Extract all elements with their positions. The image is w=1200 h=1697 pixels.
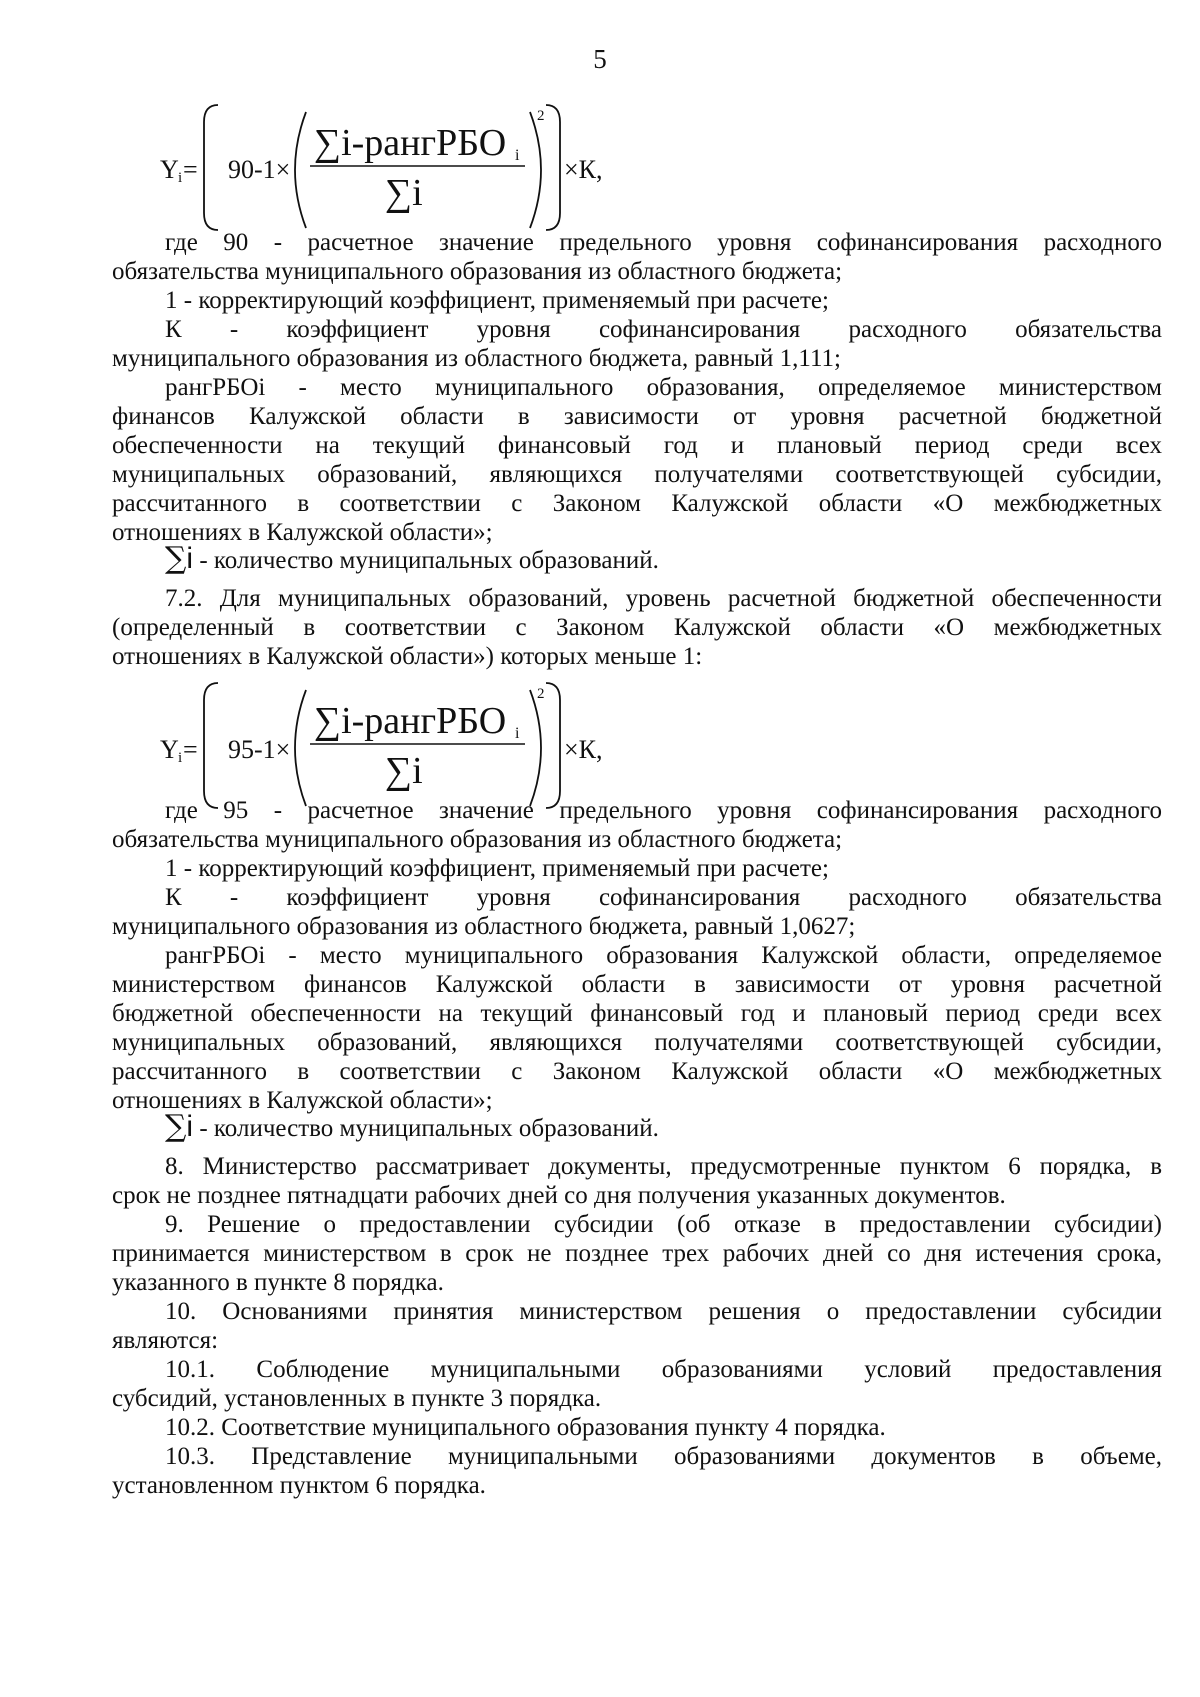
formula-denominator: ∑i bbox=[385, 750, 423, 792]
formula-equals: = bbox=[183, 735, 198, 764]
formula-numerator: ∑i-рангРБО bbox=[314, 700, 507, 742]
formula-head: 90-1× bbox=[228, 155, 291, 184]
text-line: где 95 - расчетное значение предельного уровня софинансирования расходного bbox=[165, 797, 1162, 824]
text-line: 10. Основаниями принятия министерством решения о предоставлении субсидии bbox=[165, 1298, 1162, 1325]
text-line: указанного в пункте 8 порядка. bbox=[112, 1269, 444, 1296]
sigma-symbol: ∑ bbox=[165, 1109, 187, 1144]
inner-right-paren bbox=[530, 112, 541, 228]
index-variable: i bbox=[186, 542, 194, 575]
sum-definition-text: - количество муниципальных образований. bbox=[193, 1115, 659, 1142]
text-line: К - коэффициент уровня софинансирования расходного обязательства bbox=[165, 316, 1162, 343]
sum-definition-2 bbox=[112, 1109, 1162, 1144]
text-line: являются: bbox=[112, 1327, 219, 1354]
outer-right-bracket bbox=[546, 105, 560, 230]
formula-lhs-subscript: i bbox=[178, 170, 183, 186]
formula-denominator: ∑i bbox=[385, 172, 423, 214]
text-line: обязательства муниципального образования из областного бюджета; bbox=[112, 826, 843, 853]
formula-lhs-subscript: i bbox=[178, 750, 183, 766]
outer-right-bracket bbox=[546, 683, 560, 808]
paragraph-block-3 bbox=[112, 796, 1162, 1115]
sum-definition-text: - количество муниципальных образований. bbox=[193, 547, 659, 574]
text-line: 7.2. Для муниципальных образований, уровень расчетной бюджетной обеспеченности bbox=[165, 585, 1162, 612]
text-line: отношениях в Калужской области»; bbox=[112, 519, 493, 546]
text-line: министерством финансов Калужской области в зависимости от уровня расчетной bbox=[112, 971, 1162, 998]
text-line: обязательства муниципального образования из областного бюджета; bbox=[112, 258, 843, 285]
text-line: рангРБОi - место муниципального образования Калужской области, определяемое bbox=[165, 942, 1162, 969]
text-line: отношениях в Калужской области»; bbox=[112, 1087, 493, 1114]
formula-head: 95-1× bbox=[228, 735, 291, 764]
index-variable: i bbox=[186, 1110, 194, 1143]
text-line: отношениях в Калужской области») которых меньше 1: bbox=[112, 643, 703, 670]
text-line: установленном пунктом 6 порядка. bbox=[112, 1472, 486, 1499]
text-line: принимается министерством в срок не позднее трех рабочих дней со дня истечения срока, bbox=[112, 1240, 1162, 1267]
text-line: рассчитанного в соответствии с Законом Калужской области «О межбюджетных bbox=[112, 490, 1162, 517]
text-line: муниципальных образований, являющихся получателями соответствующей субсидии, bbox=[112, 1029, 1162, 1056]
formula-tail: ×К, bbox=[564, 735, 603, 764]
text-line: 9. Решение о предоставлении субсидии (об отказе в предоставлении субсидии) bbox=[165, 1211, 1162, 1238]
paragraph-block-2 bbox=[112, 584, 1162, 671]
text-line: 10.1. Соблюдение муниципальными образованиями условий предоставления bbox=[165, 1356, 1162, 1383]
paragraph-block-1 bbox=[112, 228, 1162, 547]
inner-right-paren bbox=[530, 690, 541, 806]
text-line: субсидий, установленных в пункте 3 порядка. bbox=[112, 1385, 602, 1412]
formula-equals: = bbox=[183, 155, 198, 184]
text-line: рассчитанного в соответствии с Законом Калужской области «О межбюджетных bbox=[112, 1058, 1162, 1085]
formula-numerator-subscript: i bbox=[515, 725, 520, 742]
text-line: финансов Калужской области в зависимости от уровня расчетной бюджетной bbox=[112, 403, 1162, 430]
sum-definition-1 bbox=[112, 541, 1162, 576]
inner-left-paren bbox=[295, 112, 306, 228]
text-line: муниципальных образований, являющихся получателями соответствующей субсидии, bbox=[112, 461, 1162, 488]
outer-left-bracket bbox=[204, 105, 218, 230]
text-line: бюджетной обеспеченности на текущий финансовый год и плановый период среди всех bbox=[112, 1000, 1162, 1027]
text-line: рангРБОi - место муниципального образования, определяемое министерством bbox=[165, 374, 1162, 401]
text-line: 1 - корректирующий коэффициент, применяемый при расчете; bbox=[165, 287, 829, 314]
paragraph-block-4 bbox=[112, 1152, 1162, 1500]
text-line: где 90 - расчетное значение предельного уровня софинансирования расходного bbox=[165, 229, 1162, 256]
text-line: 10.3. Представление муниципальными образованиями документов в объеме, bbox=[165, 1443, 1162, 1470]
formula-power: 2 bbox=[537, 108, 545, 124]
text-line: 8. Министерство рассматривает документы, предусмотренные пунктом 6 порядка, в bbox=[165, 1153, 1162, 1180]
outer-left-bracket bbox=[204, 683, 218, 808]
formula-tail: ×К, bbox=[564, 155, 603, 184]
text-line: (определенный в соответствии с Законом Калужской области «О межбюджетных bbox=[112, 614, 1162, 641]
text-line: 1 - корректирующий коэффициент, применяемый при расчете; bbox=[165, 855, 829, 882]
inner-left-paren bbox=[295, 690, 306, 806]
formula-numerator-subscript: i bbox=[515, 147, 520, 164]
formula-numerator: ∑i-рангРБО bbox=[314, 122, 507, 164]
formula-power: 2 bbox=[537, 686, 545, 702]
formula-lhs: Y bbox=[160, 735, 179, 764]
sigma-symbol: ∑ bbox=[165, 541, 187, 576]
text-line: обеспеченности на текущий финансовый год и плановый период среди всех bbox=[112, 432, 1162, 459]
text-line: муниципального образования из областного бюджета, равный 1,0627; bbox=[112, 913, 856, 940]
text-line: муниципального образования из областного бюджета, равный 1,111; bbox=[112, 345, 842, 372]
formula-lhs: Y bbox=[160, 155, 179, 184]
page-number: 5 bbox=[593, 44, 607, 74]
text-line: К - коэффициент уровня софинансирования расходного обязательства bbox=[165, 884, 1162, 911]
text-line: срок не позднее пятнадцати рабочих дней со дня получения указанных документов. bbox=[112, 1182, 1006, 1209]
text-line: 10.2. Соответствие муниципального образования пункту 4 порядка. bbox=[165, 1414, 886, 1441]
